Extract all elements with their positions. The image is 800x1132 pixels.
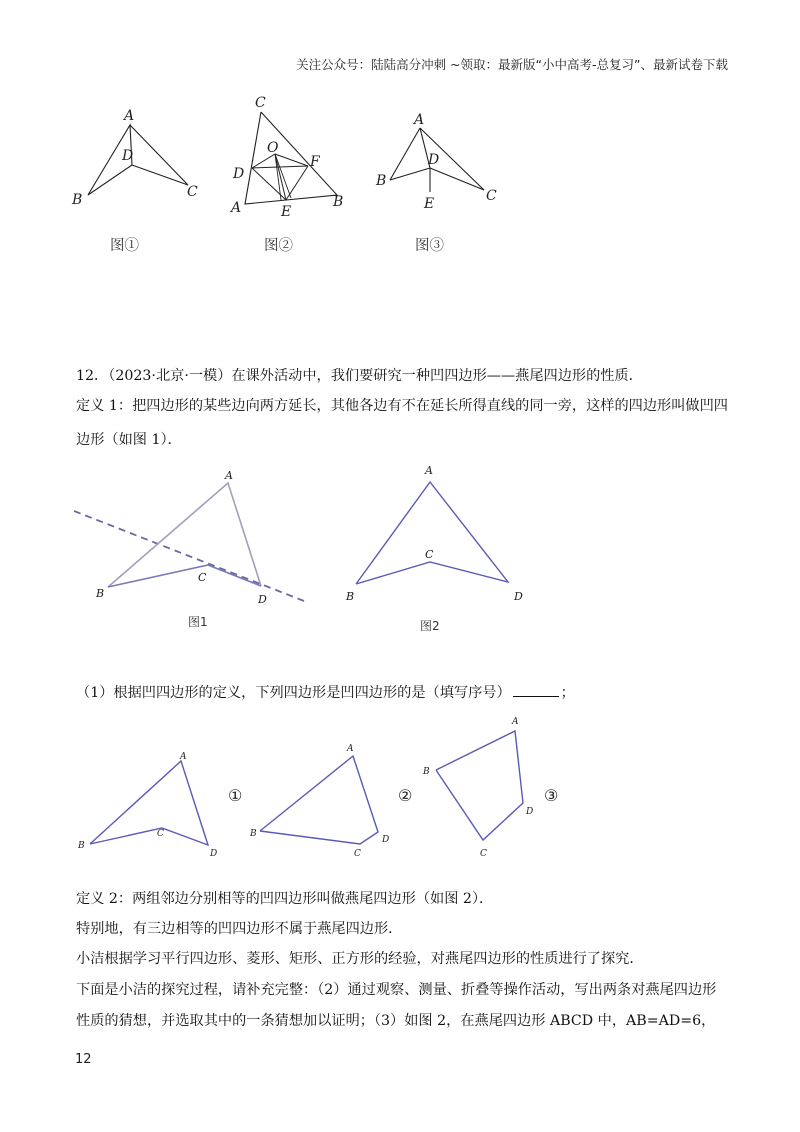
- label-B: B: [78, 841, 85, 851]
- top-figure-1-caption: 图①: [110, 238, 139, 254]
- option-3-figure: [418, 716, 548, 861]
- label-A: A: [347, 744, 354, 754]
- label-D: D: [258, 593, 267, 606]
- label-D: D: [122, 148, 134, 164]
- problem-title: 12．（2023·北京·一模）在课外活动中，我们要研究一种凹四边形——燕尾四边形的性质．: [76, 368, 643, 384]
- process-line-1: 下面是小洁的探究过程，请补充完整：（2）通过观察、测量、折叠等操作活动，写出两条对燕尾四边形: [76, 982, 717, 998]
- label-A: A: [414, 112, 425, 128]
- special-note: 特别地，有三边相等的凹四边形不属于燕尾四边形．: [76, 921, 403, 937]
- label-O: O: [267, 140, 279, 156]
- label-E: E: [424, 196, 435, 212]
- option-2-marker: ②: [398, 786, 413, 805]
- page-number: 12: [75, 1052, 92, 1067]
- label-C: C: [480, 849, 487, 859]
- label-B: B: [423, 767, 430, 777]
- label-B: B: [333, 194, 344, 210]
- top-figure-1: [60, 100, 220, 220]
- question-1-end: ；: [560, 685, 575, 701]
- label-E: E: [281, 204, 292, 220]
- label-D: D: [210, 849, 218, 859]
- label-D: D: [526, 807, 534, 817]
- label-C: C: [425, 548, 434, 561]
- definition-2: 定义 2：两组邻边分别相等的凹四边形叫做燕尾四边形（如图 2）．: [76, 891, 494, 907]
- label-B: B: [376, 173, 387, 189]
- label-C: C: [187, 184, 198, 200]
- label-A: A: [124, 108, 135, 124]
- label-C: C: [255, 95, 266, 111]
- option-2-figure: [248, 740, 398, 859]
- option-3-marker: ③: [544, 786, 559, 805]
- problem-figure-1-caption: 图1: [188, 615, 208, 629]
- label-D: D: [428, 152, 440, 168]
- page-header: 关注公众号：陆陆高分冲刺 ~领取：最新版“小中高考-总复习”、最新试卷下载: [296, 57, 728, 72]
- label-A: A: [180, 752, 187, 762]
- label-A: A: [512, 717, 519, 727]
- xiaojie-text: 小洁根据学习平行四边形、菱形、矩形、正方形的经验，对燕尾四边形的性质进行了探究．: [76, 951, 644, 967]
- label-D: D: [382, 835, 390, 845]
- answer-blank[interactable]: [513, 682, 559, 697]
- label-A: A: [425, 464, 433, 477]
- top-figure-2: [225, 92, 365, 222]
- label-A: A: [231, 200, 242, 216]
- definition-1-line-1: 定义 1：把四边形的某些边向两方延长，其他各边有不在延长所得直线的同一旁，这样的四边形叫做凹四: [76, 398, 728, 414]
- top-figure-3-caption: 图③: [415, 238, 444, 254]
- label-F: F: [310, 154, 320, 170]
- option-1-figure: [76, 748, 226, 863]
- label-A: A: [225, 469, 233, 482]
- label-C: C: [354, 849, 361, 859]
- label-C: C: [486, 188, 497, 204]
- label-B: B: [250, 829, 257, 839]
- label-B: B: [72, 192, 83, 208]
- label-C: C: [198, 571, 207, 584]
- process-line-2: 性质的猜想，并选取其中的一条猜想加以证明；（3）如图 2，在燕尾四边形 ABCD 中，AB=AD=6，: [76, 1013, 716, 1029]
- label-C: C: [157, 829, 164, 839]
- problem-figure-1: [70, 465, 320, 615]
- label-D: D: [233, 166, 245, 182]
- label-B: B: [346, 590, 355, 603]
- label-B: B: [96, 587, 105, 600]
- problem-figure-2-caption: 图2: [420, 619, 440, 633]
- label-D: D: [514, 590, 523, 603]
- top-figure-2-caption: 图②: [264, 238, 293, 254]
- option-1-marker: ①: [228, 786, 243, 805]
- question-1-text: （1）根据凹四边形的定义，下列四边形是凹四边形的是（填写序号）: [76, 685, 511, 701]
- question-1: [76, 682, 575, 704]
- top-figure-3: [370, 100, 520, 220]
- problem-figure-2: [340, 462, 540, 612]
- definition-1-line-2: 边形（如图 1）．: [76, 432, 182, 448]
